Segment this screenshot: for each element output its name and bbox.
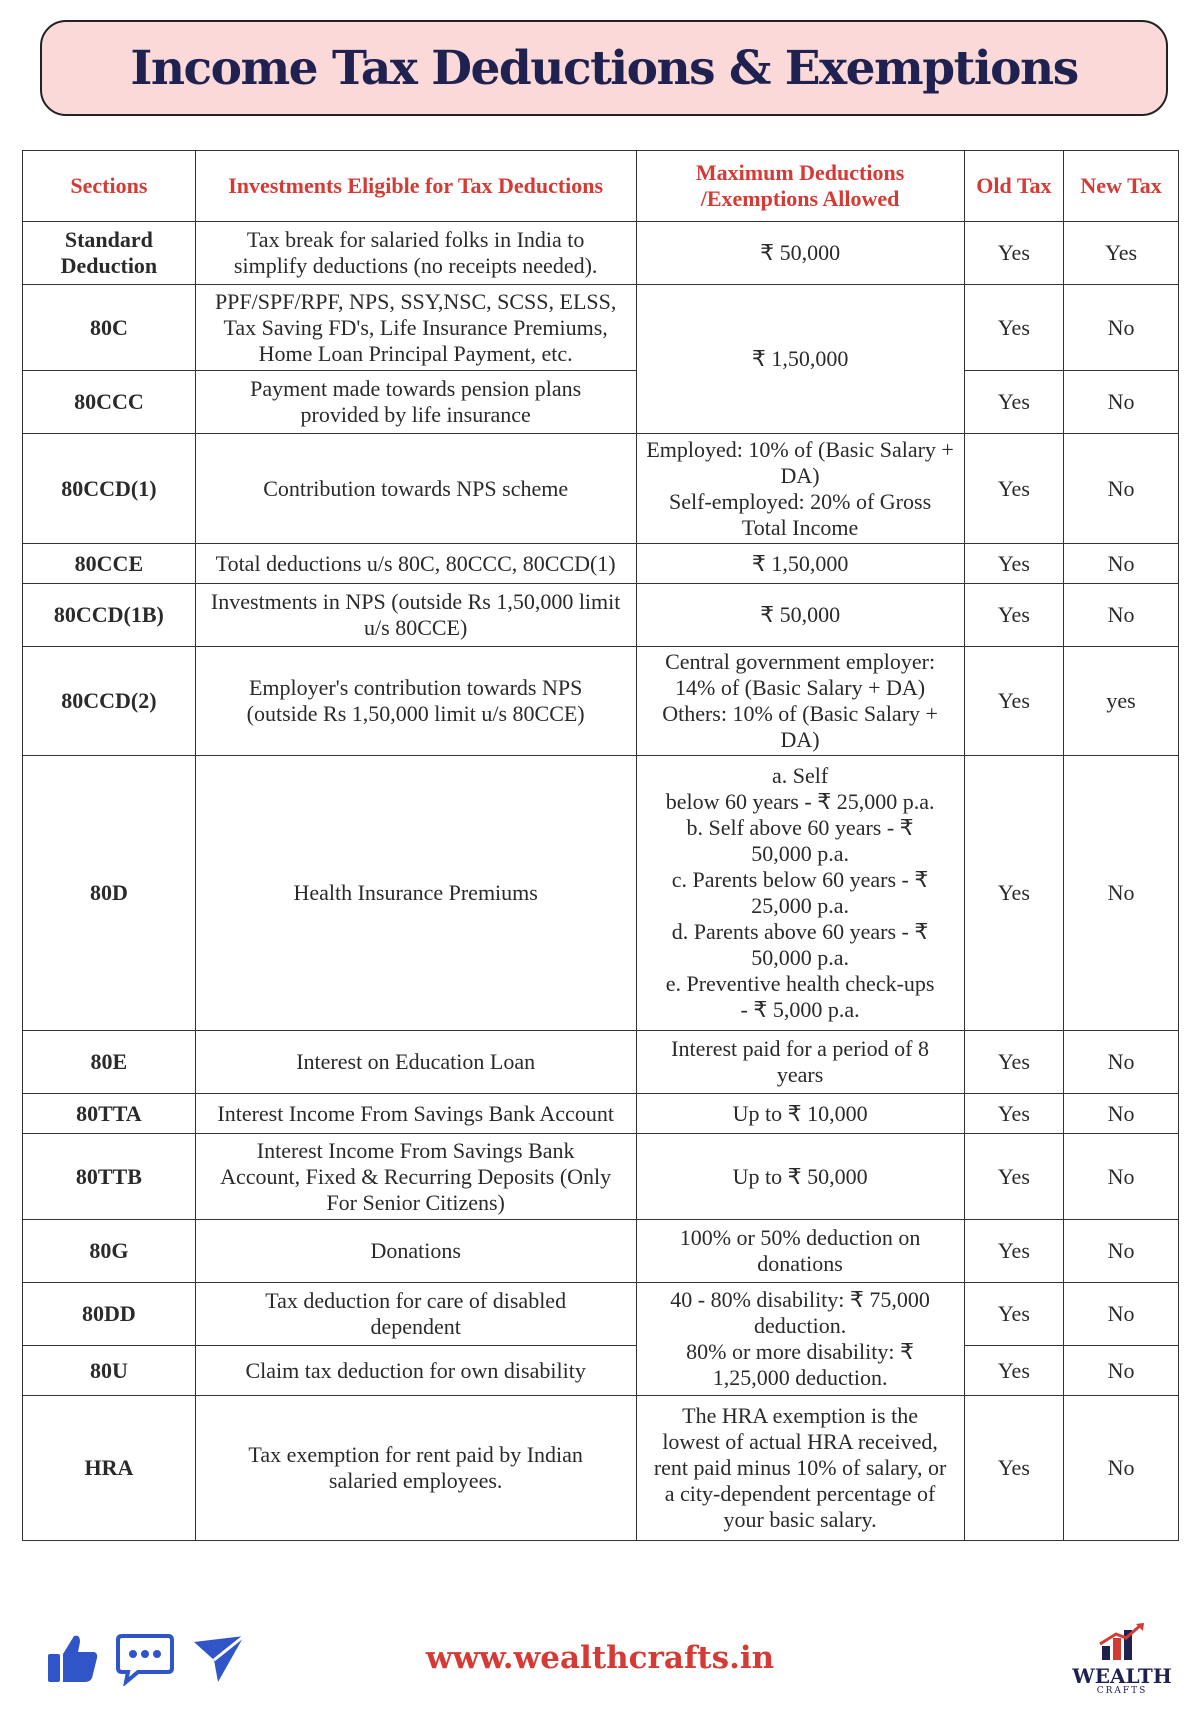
desc-cell: PPF/SPF/RPF, NPS, SSY,NSC, SCSS, ELSS, Tax Saving FD's, Life Insurance Premiums, Home Loan Principal Payment, etc.: [195, 285, 636, 371]
table-row: [23, 1031, 1179, 1094]
old-tax-cell: Yes: [964, 285, 1064, 371]
desc-cell: Claim tax deduction for own disability: [195, 1346, 636, 1396]
max-cell: ₹ 50,000: [636, 584, 964, 647]
new-tax-cell: No: [1064, 1220, 1179, 1283]
table-row: [23, 1094, 1179, 1134]
table-row: [23, 1346, 1179, 1396]
old-tax-cell: Yes: [964, 371, 1064, 434]
old-tax-cell: Yes: [964, 584, 1064, 647]
desc-cell: Health Insurance Premiums: [195, 756, 636, 1031]
max-cell: 100% or 50% deduction on donations: [636, 1220, 964, 1283]
tax-table: [22, 150, 1179, 1541]
logo-name: WEALTH: [1072, 1664, 1172, 1688]
section-cell: 80C: [23, 285, 196, 371]
header-sections: Sections: [23, 151, 196, 222]
header-new-tax: New Tax: [1064, 151, 1179, 222]
new-tax-cell: No: [1064, 1031, 1179, 1094]
new-tax-cell: No: [1064, 1346, 1179, 1396]
max-cell: a. Self below 60 years - ₹ 25,000 p.a. b. Self above 60 years - ₹ 50,000 p.a. c. Parents below 60 years - ₹ 25,000 p.a. d. Parents above 60 years - ₹ 50,000 p.a. e. Preventive health check-ups - ₹ 5,000 p.a.: [636, 756, 964, 1031]
old-tax-cell: Yes: [964, 1220, 1064, 1283]
new-tax-cell: No: [1064, 434, 1179, 544]
new-tax-cell: No: [1064, 371, 1179, 434]
new-tax-cell: Yes: [1064, 222, 1179, 285]
desc-cell: Payment made towards pension plans provided by life insurance: [195, 371, 636, 434]
max-cell: Employed: 10% of (Basic Salary + DA) Self-employed: 20% of Gross Total Income: [636, 434, 964, 544]
section-cell: 80D: [23, 756, 196, 1031]
table-row: [23, 544, 1179, 584]
old-tax-cell: Yes: [964, 1031, 1064, 1094]
table-row: [23, 222, 1179, 285]
table-row: [23, 285, 1179, 371]
old-tax-cell: Yes: [964, 756, 1064, 1031]
desc-cell: Tax break for salaried folks in India to simplify deductions (no receipts needed).: [195, 222, 636, 285]
table-row: [23, 647, 1179, 756]
max-cell: ₹ 1,50,000: [636, 285, 964, 434]
desc-cell: Interest on Education Loan: [195, 1031, 636, 1094]
new-tax-cell: No: [1064, 1094, 1179, 1134]
old-tax-cell: Yes: [964, 1283, 1064, 1346]
table-row: [23, 434, 1179, 544]
table-header-row: [23, 151, 1179, 222]
max-cell: ₹ 1,50,000: [636, 544, 964, 584]
website-link[interactable]: www.wealthcrafts.in: [425, 1640, 775, 1676]
desc-cell: Employer's contribution towards NPS (outside Rs 1,50,000 limit u/s 80CCE): [195, 647, 636, 756]
section-cell: 80TTB: [23, 1134, 196, 1220]
new-tax-cell: No: [1064, 1396, 1179, 1541]
max-cell: Central government employer: 14% of (Basic Salary + DA) Others: 10% of (Basic Salary + DA): [636, 647, 964, 756]
section-cell: 80DD: [23, 1283, 196, 1346]
section-cell: 80CCD(1): [23, 434, 196, 544]
old-tax-cell: Yes: [964, 222, 1064, 285]
new-tax-cell: No: [1064, 756, 1179, 1031]
max-cell: ₹ 50,000: [636, 222, 964, 285]
desc-cell: Tax exemption for rent paid by Indian salaried employees.: [195, 1396, 636, 1541]
table-row: [23, 371, 1179, 434]
section-cell: 80CCC: [23, 371, 196, 434]
desc-cell: Total deductions u/s 80C, 80CCC, 80CCD(1): [195, 544, 636, 584]
section-cell: 80E: [23, 1031, 196, 1094]
table-row: [23, 1134, 1179, 1220]
table-row: [23, 1396, 1179, 1541]
desc-cell: Interest Income From Savings Bank Account, Fixed & Recurring Deposits (Only For Senior Citizens): [195, 1134, 636, 1220]
desc-cell: Contribution towards NPS scheme: [195, 434, 636, 544]
desc-cell: Interest Income From Savings Bank Account: [195, 1094, 636, 1134]
old-tax-cell: Yes: [964, 647, 1064, 756]
new-tax-cell: No: [1064, 285, 1179, 371]
old-tax-cell: Yes: [964, 1396, 1064, 1541]
section-cell: 80CCE: [23, 544, 196, 584]
max-cell: Interest paid for a period of 8 years: [636, 1031, 964, 1094]
old-tax-cell: Yes: [964, 434, 1064, 544]
old-tax-cell: Yes: [964, 1094, 1064, 1134]
desc-cell: Tax deduction for care of disabled dependent: [195, 1283, 636, 1346]
table-row: [23, 1283, 1179, 1346]
max-cell: The HRA exemption is the lowest of actual HRA received, rent paid minus 10% of salary, or a city-dependent percentage of your basic salary.: [636, 1396, 964, 1541]
section-cell: 80CCD(1B): [23, 584, 196, 647]
old-tax-cell: Yes: [964, 544, 1064, 584]
table-row: [23, 756, 1179, 1031]
max-cell: Up to ₹ 50,000: [636, 1134, 964, 1220]
old-tax-cell: Yes: [964, 1134, 1064, 1220]
wealthcrafts-logo: [1072, 1622, 1172, 1696]
page-title: Income Tax Deductions & Exemptions: [130, 40, 1078, 96]
section-cell: HRA: [23, 1396, 196, 1541]
new-tax-cell: No: [1064, 584, 1179, 647]
new-tax-cell: No: [1064, 544, 1179, 584]
max-cell: Up to ₹ 10,000: [636, 1094, 964, 1134]
header-old-tax: Old Tax: [964, 151, 1064, 222]
table-row: [23, 584, 1179, 647]
logo-sub: CRAFTS: [1096, 1686, 1148, 1696]
section-cell: 80CCD(2): [23, 647, 196, 756]
max-cell: 40 - 80% disability: ₹ 75,000 deduction. 80% or more disability: ₹ 1,25,000 deduction.: [636, 1283, 964, 1396]
new-tax-cell: No: [1064, 1283, 1179, 1346]
section-cell: 80G: [23, 1220, 196, 1283]
section-cell: 80U: [23, 1346, 196, 1396]
desc-cell: Donations: [195, 1220, 636, 1283]
bar-chart-icon: [1092, 1622, 1152, 1662]
header-maximum: Maximum Deductions /Exemptions Allowed: [636, 151, 964, 222]
table-row: [23, 1220, 1179, 1283]
old-tax-cell: Yes: [964, 1346, 1064, 1396]
section-cell: Standard Deduction: [23, 222, 196, 285]
section-cell: 80TTA: [23, 1094, 196, 1134]
title-banner: [40, 20, 1168, 116]
new-tax-cell: No: [1064, 1134, 1179, 1220]
new-tax-cell: yes: [1064, 647, 1179, 756]
desc-cell: Investments in NPS (outside Rs 1,50,000 limit u/s 80CCE): [195, 584, 636, 647]
header-investments: Investments Eligible for Tax Deductions: [195, 151, 636, 222]
